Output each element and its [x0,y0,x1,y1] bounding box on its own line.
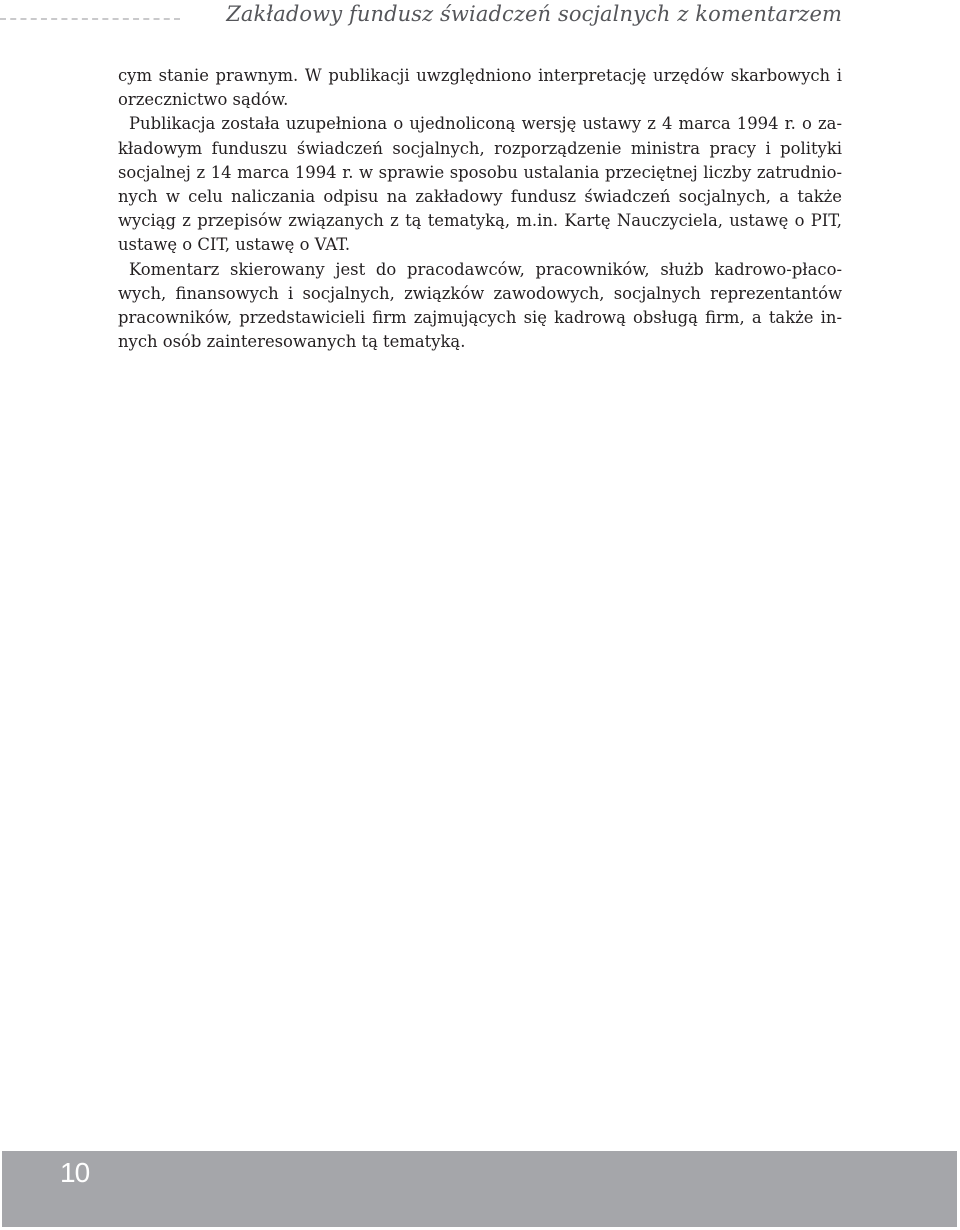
paragraph-target-audience: Komentarz skierowany jest do pracodawców, pracowników, służb kadrowo-płacowych, finansowych i socjalnych, związków zawodowych, socjalnych reprezentantów pracowników, przedstawicieli firm zajmujących się kadrową obsługą firm, a także innych osób zainteresowanych tą tematyką. [118,259,842,352]
paragraph-publication-contents: Publikacja została uzupełniona o ujednoliconą wersję ustawy z 4 marca 1994 r. o zakładowym funduszu świadczeń socjalnych, rozporządzenie ministra pracy i polityki socjalnej z 14 marca 1994 r. w sprawie sposobu ustalania przeciętnej liczby zatrudnionych w celu naliczania odpisu na zakładowy fundusz świadczeń socjalnych, a także wyciąg z przepisów związanych z tą tematyką, m.in. Kartę Nauczyciela, ustawę o PIT, ustawę o CIT, ustawę o VAT. [118,114,842,255]
footer-bar [2,1151,957,1227]
running-header-title: Zakładowy fundusz świadczeń socjalnych z komentarzem [226,2,842,26]
page-number: 10 [60,1157,90,1188]
running-header [0,0,960,40]
paragraph-continuation: cym stanie prawnym. W publikacji uwzględniono interpretację urzędów skarbowych i orzecznictwo sądów. [118,66,842,110]
body-text [118,64,842,354]
header-dashed-rule [0,18,180,20]
